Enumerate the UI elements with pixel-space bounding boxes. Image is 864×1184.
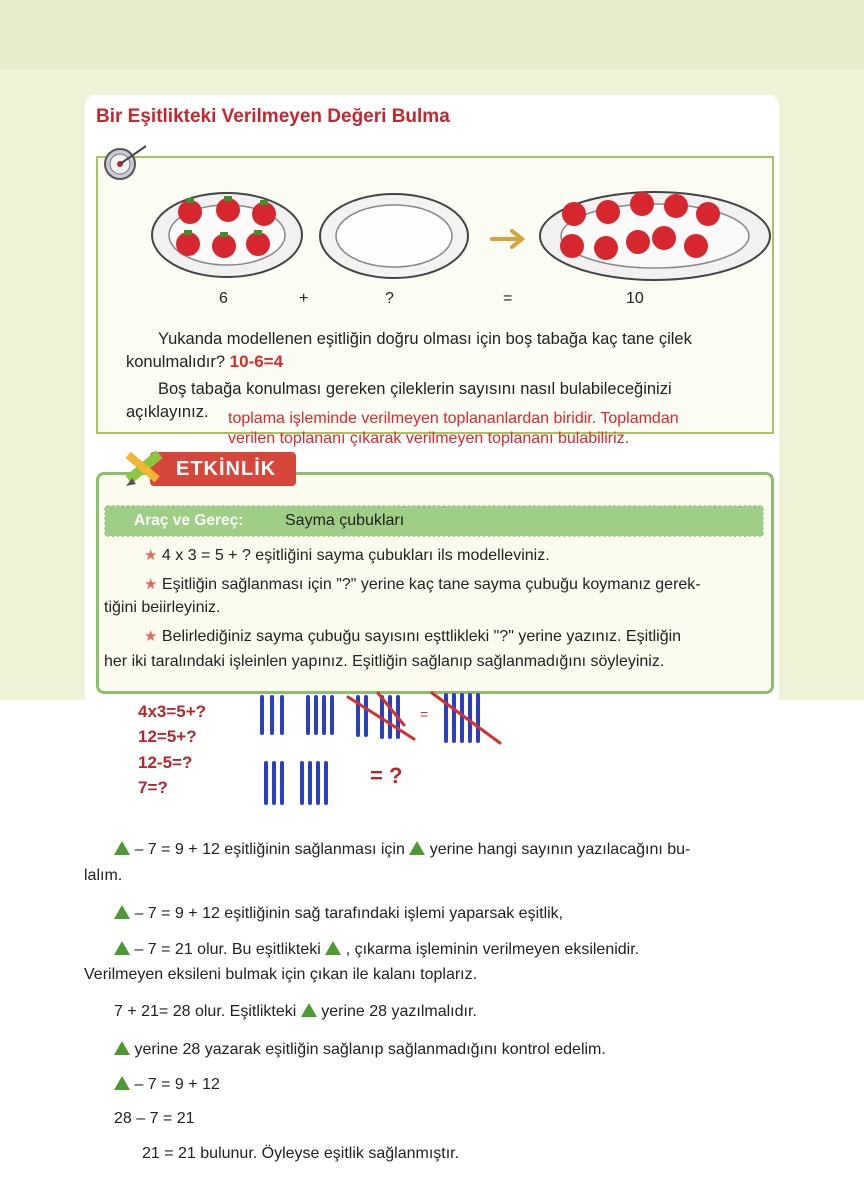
handwritten-explanation-line1: toplama işleminde verilmeyen toplananlardan biridir. Toplamdan	[228, 410, 679, 427]
activity-item-1	[144, 544, 550, 568]
lesson-line-4	[114, 1000, 477, 1024]
handwritten-equals: =	[420, 706, 429, 722]
lesson-line-6	[114, 1073, 220, 1097]
triangle-icon	[114, 841, 130, 855]
lesson-line-1-cont: lalım.	[84, 867, 123, 884]
equation-term-ten: 10	[626, 290, 644, 307]
handwritten-explanation-line2: verilen toplananı çıkarak verilmeyen toplananı bulabiliriz.	[228, 430, 630, 447]
activity-item-3	[144, 625, 681, 649]
triangle-icon	[114, 1041, 130, 1055]
triangle-icon	[301, 1003, 317, 1017]
pencil-ruler-icon	[118, 442, 170, 494]
handwritten-answer-one: 10-6=4	[229, 352, 284, 371]
lesson-line-8: 21 = 21 bulunur. Öyleyse eşitlik sağlanmıştır.	[142, 1145, 460, 1162]
triangle-icon	[114, 905, 130, 919]
activity-item-1-text: 4 x 3 = 5 + ? eşitliğini sayma çubukları ils modelleviniz.	[161, 547, 550, 564]
activity-item-2	[144, 573, 701, 597]
lesson-line-3-cont: Verilmeyen eksileni bulmak için çıkan ile kalanı toplarız.	[84, 966, 478, 983]
plate-with-strawberries-icon	[150, 190, 304, 280]
lesson-line-1	[114, 838, 690, 862]
lesson-line-2	[114, 902, 563, 926]
triangle-icon	[409, 841, 425, 855]
handwritten-step-3: 12-5=?	[138, 753, 193, 772]
triangle-icon	[114, 1076, 130, 1090]
star-icon: ★	[144, 628, 158, 645]
activity-item-2-cont: tiğini beiirleyiniz.	[104, 599, 221, 616]
right-arrow-icon	[490, 228, 526, 250]
section-title: Bir Eşitlikteki Verilmeyen Değeri Bulma	[96, 106, 450, 127]
activity-item-2-text: Eşitliğin sağlanması için "?" yerine kaç tane sayma çubuğu koymanız gerek-	[161, 576, 701, 593]
equation-equals: =	[503, 290, 513, 307]
plate-six-strawberries	[150, 190, 304, 280]
activity-badge: ETKİNLİK	[150, 452, 296, 486]
empty-plate	[318, 192, 470, 280]
handwritten-step-4: 7=?	[138, 778, 168, 797]
target-icon	[100, 140, 150, 180]
lesson-line-7: 28 – 7 = 21	[114, 1110, 195, 1127]
triangle-icon	[325, 941, 341, 955]
star-icon: ★	[144, 576, 158, 593]
lesson-line-2-text: – 7 = 9 + 12 eşitliğinin sağ tarafındaki işlemi yaparsak eşitlik,	[134, 905, 564, 922]
lesson-line-6-text: – 7 = 9 + 12	[134, 1076, 220, 1093]
star-icon: ★	[144, 547, 158, 564]
counting-sticks-drawing	[250, 685, 520, 815]
equation-unknown: ?	[385, 290, 394, 307]
equation-term-six: 6	[219, 290, 228, 307]
lesson-line-1b: yerine hangi sayının yazılacağını bu-	[429, 841, 691, 858]
page-background-top	[0, 0, 864, 70]
lesson-line-3	[114, 938, 639, 962]
question-one-line2: konulmalıdır?	[126, 353, 226, 371]
question-one-line1: Yukanda modellenen eşitliğin doğru olması için boş tabağa kaç tane çilek	[158, 330, 692, 348]
handwritten-equals-question: = ?	[370, 763, 403, 788]
handwritten-step-1: 4x3=5+?	[138, 702, 207, 721]
activity-item-3-cont: her iki taralındaki işleinlen yapınız. Eşitliğin sağlanıp sağlanmadığını söyleyiniz.	[104, 653, 665, 670]
lesson-line-5	[114, 1038, 606, 1062]
plate-with-strawberries-icon	[538, 186, 772, 282]
triangle-icon	[114, 941, 130, 955]
lesson-line-3a: – 7 = 21 olur. Bu eşitlikteki	[134, 941, 321, 958]
question-two	[158, 377, 672, 401]
plate-ten-strawberries	[538, 186, 772, 282]
lesson-line-5-text: yerine 28 yazarak eşitliğin sağlanıp sağlanmadığını kontrol edelim.	[134, 1041, 606, 1058]
lesson-line-1a: – 7 = 9 + 12 eşitliğinin sağlanması için	[134, 841, 405, 858]
lesson-line-3b: , çıkarma işleminin verilmeyen eksilenidir.	[345, 941, 640, 958]
handwritten-step-2: 12=5+?	[138, 727, 197, 746]
question-one	[158, 327, 692, 351]
question-two-line2: açıklayınız.	[126, 403, 209, 421]
lesson-line-4a: 7 + 21= 28 olur. Eşitlikteki	[114, 1003, 297, 1020]
equation-plus: +	[299, 290, 309, 307]
lesson-line-4b: yerine 28 yazılmalıdır.	[321, 1003, 477, 1020]
question-one-cont	[126, 350, 283, 374]
activity-item-3-text: Belirlediğiniz sayma çubuğu sayısını eşttlikleki "?" yerine yazınız. Eşitliğin	[161, 628, 682, 645]
question-two-line1: Boş tabağa konulması gereken çileklerin sayısını nasıl bulabileceğinizi	[158, 380, 672, 398]
materials-label: Araç ve Gereç:	[134, 512, 244, 529]
question-two-cont	[126, 400, 209, 424]
empty-plate-icon	[318, 192, 470, 280]
materials-value: Sayma çubukları	[285, 512, 405, 529]
